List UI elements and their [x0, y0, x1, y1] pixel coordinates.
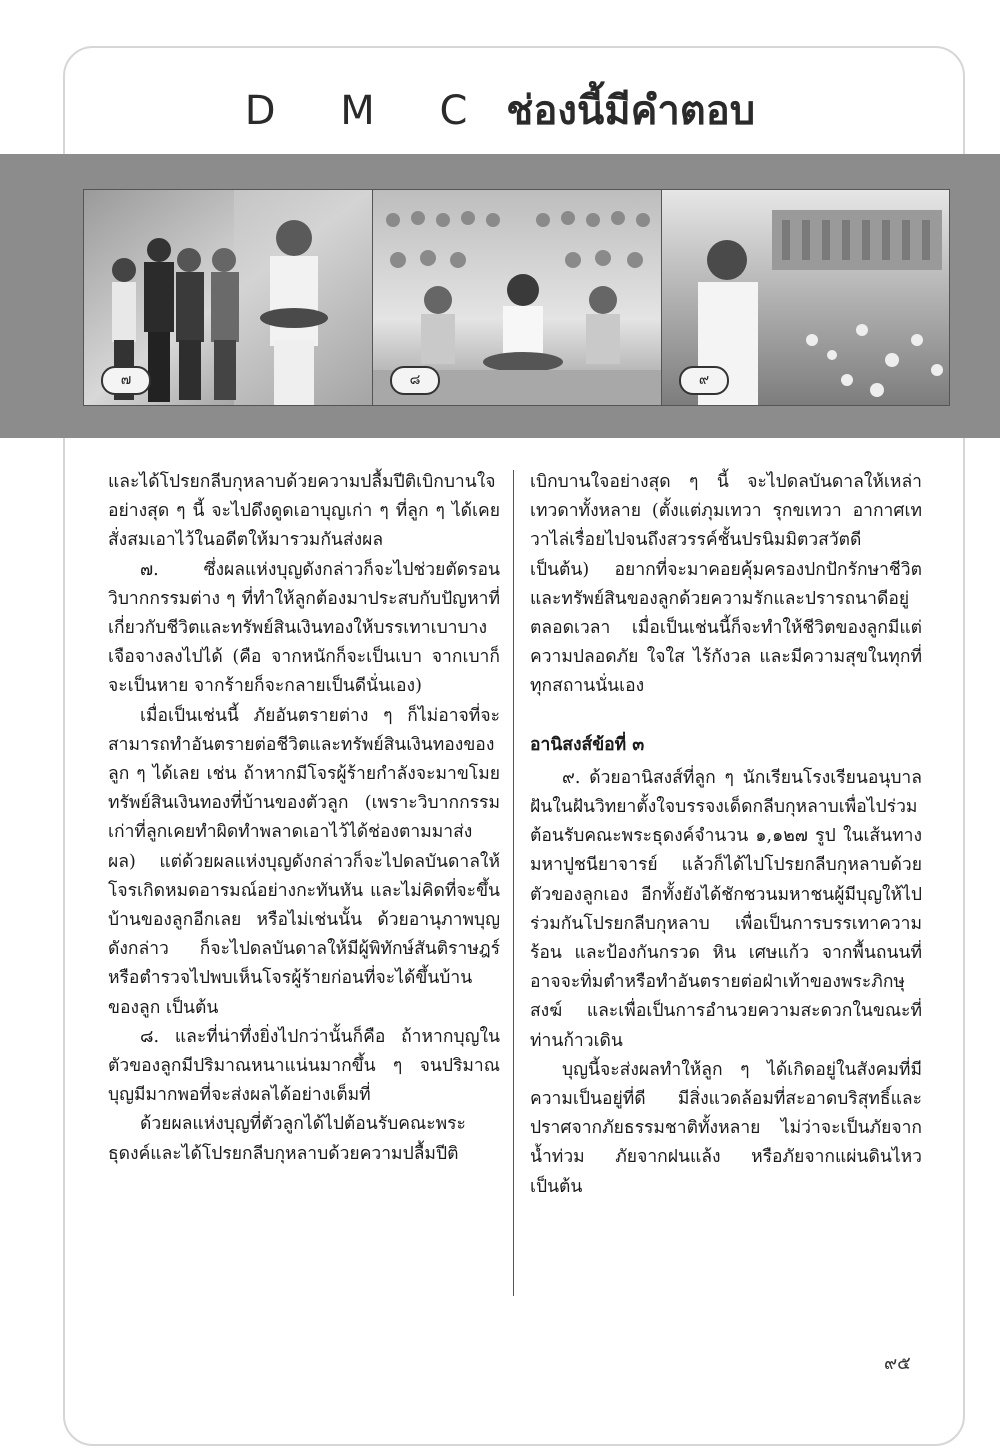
right-column [530, 468, 922, 1202]
illustration-8 [372, 189, 662, 406]
paragraph: เบิกบานใจอย่างสุด ๆ นี้ จะไปดลบันดาลให้เหล่าเทวดาทั้งหลาย (ตั้งแต่ภุมเทวา รุกขเทวา อากาศเทวาไล่เรื่อยไปจนถึงสวรรค์ชั้นปรนิมมิตวสวัตดี เป็นต้น) อยากที่จะมาคอยคุ้มครองปกปักรักษาชีวิตและทรัพย์สินของลูกด้วยความรักและปรารถนาดีอยู่ตลอดเวลา เมื่อเป็นเช่นนี้ก็จะทำให้ชีวิตของลูกมีแต่ความปลอดภัย ใจใส ไร้กังวล และมีความสุขในทุกที่ทุกสถานนั่นเอง [530, 472, 922, 697]
paragraph: ด้วยผลแห่งบุญที่ตัวลูกได้ไปต้อนรับคณะพระธุดงค์และได้โปรยกลีบกุหลาบด้วยความปลื้มปีติ [108, 1114, 466, 1164]
page-number: ๙๕ [884, 1353, 911, 1374]
paragraph: ๗. ซึ่งผลแห่งบุญดังกล่าวก็จะไปช่วยตัดรอนวิบากกรรมต่าง ๆ ที่ทำให้ลูกต้องมาประสบกับปัญหาที่เกี่ยวกับชีวิตและทรัพย์สินเงินทองให้บรรเทาเบาบางเจือจางลงไปได้ (คือ จากหนักก็จะเป็นเบา จากเบาก็จะเป็นหาย จากร้ายก็จะกลายเป็นดีนั่นเอง) [108, 559, 500, 697]
page-title [0, 78, 1000, 142]
illustration-9 [661, 189, 950, 406]
paragraph: ๘. และที่น่าทึ่งยิ่งไปกว่านั้นก็คือ ถ้าหากบุญในตัวของลูกมีปริมาณหนาแน่นมากขึ้น ๆ จนปริมาณบุญมีมากพอที่จะส่งผลได้อย่างเต็มที่ [108, 1026, 500, 1106]
image-number-badge: ๙ [679, 366, 729, 395]
column-divider [513, 470, 514, 1296]
image-number-badge: ๘ [390, 366, 440, 395]
paragraph: ๙. ด้วยอานิสงส์ที่ลูก ๆ นักเรียนโรงเรียนอนุบาลฝันในฝันวิทยาตั้งใจบรรจงเด็ดกลีบกุหลาบเพื่อไปร่วมต้อนรับคณะพระธุดงค์จำนวน ๑,๑๒๗ รูป ในเส้นทางมหาปูชนียาจารย์ แล้วก็ได้ไปโปรยกลีบกุหลาบด้วยตัวของลูกเอง อีกทั้งยังได้ชักชวนมหาชนผู้มีบุญให้ไปร่วมกันโปรยกลีบกุหลาบ เพื่อเป็นการบรรเทาความร้อน และป้องกันกรวด หิน เศษแก้ว จากพื้นถนนที่อาจจะทิ่มตำหรือทำอันตรายต่อฝ่าเท้าของพระภิกษุสงฆ์ และเพื่อเป็นการอำนวยความสะดวกในขณะที่ท่านก้าวเดิน [530, 767, 922, 1051]
title-latin: D M C [244, 88, 494, 134]
paragraph: เมื่อเป็นเช่นนี้ ภัยอันตรายต่าง ๆ ก็ไม่อาจที่จะสามารถทำอันตรายต่อชีวิตและทรัพย์สินเงินทองของลูก ๆ ได้เลย เช่น ถ้าหากมีโจรผู้ร้ายกำลังจะมาขโมยทรัพย์สินเงินทองที่บ้านของตัวลูก (เพราะวิบากกรรมเก่าที่ลูกเคยทำผิดทำพลาดเอาไว้ได้ช่องตามมาส่งผล) แต่ด้วยผลแห่งบุญดังกล่าวก็จะไปดลบันดาลให้โจรเกิดหมดอารมณ์อย่างกะทันหัน และไม่คิดที่จะขึ้นบ้านของลูกอีกเลย หรือไม่เช่นนั้น ด้วยอานุภาพบุญดังกล่าว ก็จะไปดลบันดาลให้มีผู้พิทักษ์สันติราษฎร์หรือตำรวจไปพบเห็นโจรผู้ร้ายก่อนที่จะได้ขึ้นบ้านของลูก เป็นต้น [108, 705, 500, 1018]
left-column [108, 468, 500, 1169]
paragraph: บุญนี้จะส่งผลทำให้ลูก ๆ ได้เกิดอยู่ในสังคมที่มีความเป็นอยู่ที่ดี มีสิ่งแวดล้อมที่สะอาดบริสุทธิ์และปราศจากภัยธรรมชาติทั้งหลาย ไม่ว่าจะเป็นภัยจากน้ำท่วม ภัยจากฝนแล้ง หรือภัยจากแผ่นดินไหว เป็นต้น [530, 1059, 922, 1197]
section-heading: อานิสงส์ข้อที่ ๓ [530, 734, 645, 755]
illustration-7 [83, 189, 373, 406]
paragraph: และได้โปรยกลีบกุหลาบด้วยความปลื้มปีติเบิกบานใจอย่างสุด ๆ นี้ จะไปดึงดูดเอาบุญเก่า ๆ ที่ลูก ๆ ได้เคยสั่งสมเอาไว้ในอดีตให้มารวมกันส่งผล [108, 472, 500, 551]
image-number-badge: ๗ [101, 366, 151, 395]
title-thai: ช่องนี้มีคำตอบ [506, 88, 756, 134]
